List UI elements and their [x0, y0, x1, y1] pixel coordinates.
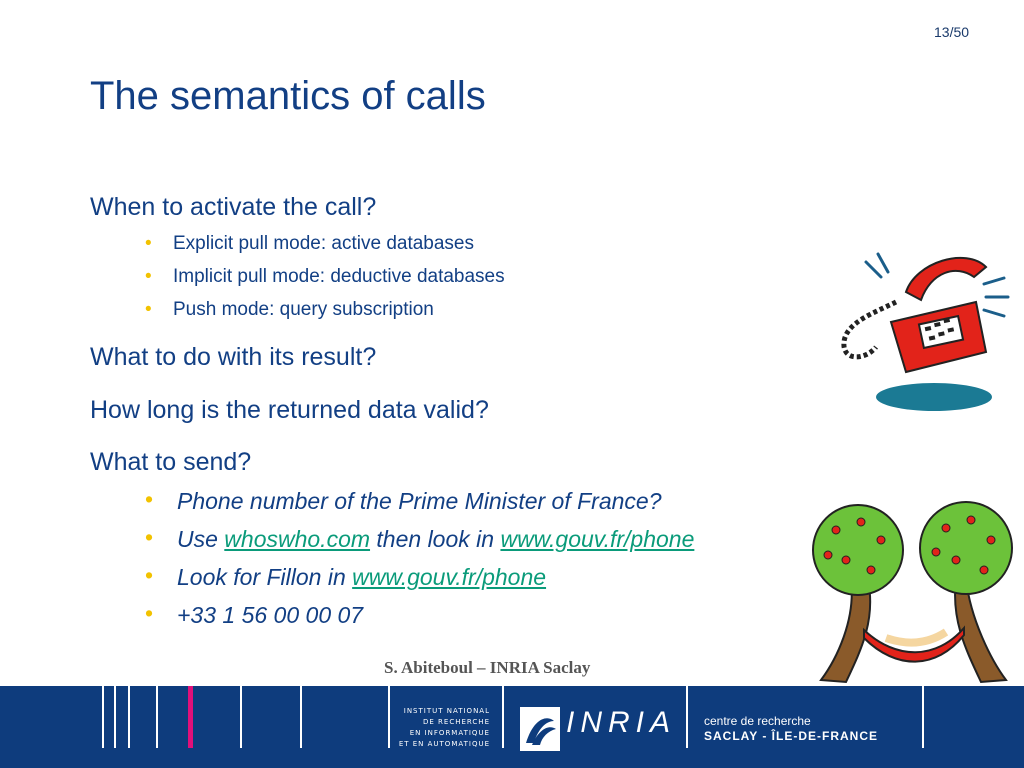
centre-label: centre de recherche [704, 714, 811, 728]
bullet-icon: • [145, 299, 152, 320]
accent-stripe [188, 686, 193, 748]
divider [128, 686, 130, 748]
hammock-trees-illustration [806, 500, 1022, 686]
bullet-icon: • [145, 600, 154, 626]
divider [240, 686, 242, 748]
ringing-phone-illustration [836, 242, 1016, 417]
question-validity: How long is the returned data valid? [90, 396, 489, 424]
slide-content: When to activate the call? • Explicit pull mode: active databases • Implicit pull mode: deductive databases • Push mode: query subscription What to do with its result? How long is the returned data valid? What to send? • Phone number of the Prime Minister of France? • Use whoswho.com then look in www.gouv.fr/phone • Look for Fillon in www.gouv.fr/phone • +33 1 56 00 00 07 [90, 193, 695, 628]
divider [686, 686, 688, 748]
bullet-icon: • [145, 524, 154, 550]
divider [300, 686, 302, 748]
gouv-phone-link[interactable]: www.gouv.fr/phone [500, 526, 695, 552]
gouv-phone-link[interactable]: www.gouv.fr/phone [352, 564, 547, 590]
divider [156, 686, 158, 748]
footer-author: S. Abiteboul – INRIA Saclay [384, 658, 591, 677]
inria-logo-icon [520, 707, 560, 751]
whoswho-link[interactable]: whoswho.com [224, 526, 371, 552]
divider [922, 686, 924, 748]
bullet-icon: • [145, 486, 154, 512]
bullet-icon: • [145, 266, 152, 287]
footer-bar [0, 686, 1024, 768]
slide-title: The semantics of calls [90, 74, 486, 118]
divider [102, 686, 104, 748]
question-result: What to do with its result? [90, 343, 377, 371]
question-when: When to activate the call? [90, 193, 377, 221]
question-send: What to send? [90, 448, 252, 476]
page-number: 13/50 [934, 24, 970, 40]
divider [114, 686, 116, 748]
divider [388, 686, 390, 748]
inria-logo-text: INRIA [566, 706, 677, 739]
bullet-icon: • [145, 233, 152, 254]
institute-name: INSTITUT NATIONAL DE RECHERCHE EN INFORMATIQUE ET EN AUTOMATIQUE [398, 707, 490, 748]
centre-name: SACLAY - ÎLE-DE-FRANCE [704, 729, 879, 743]
divider [502, 686, 504, 748]
bullet-icon: • [145, 562, 154, 588]
